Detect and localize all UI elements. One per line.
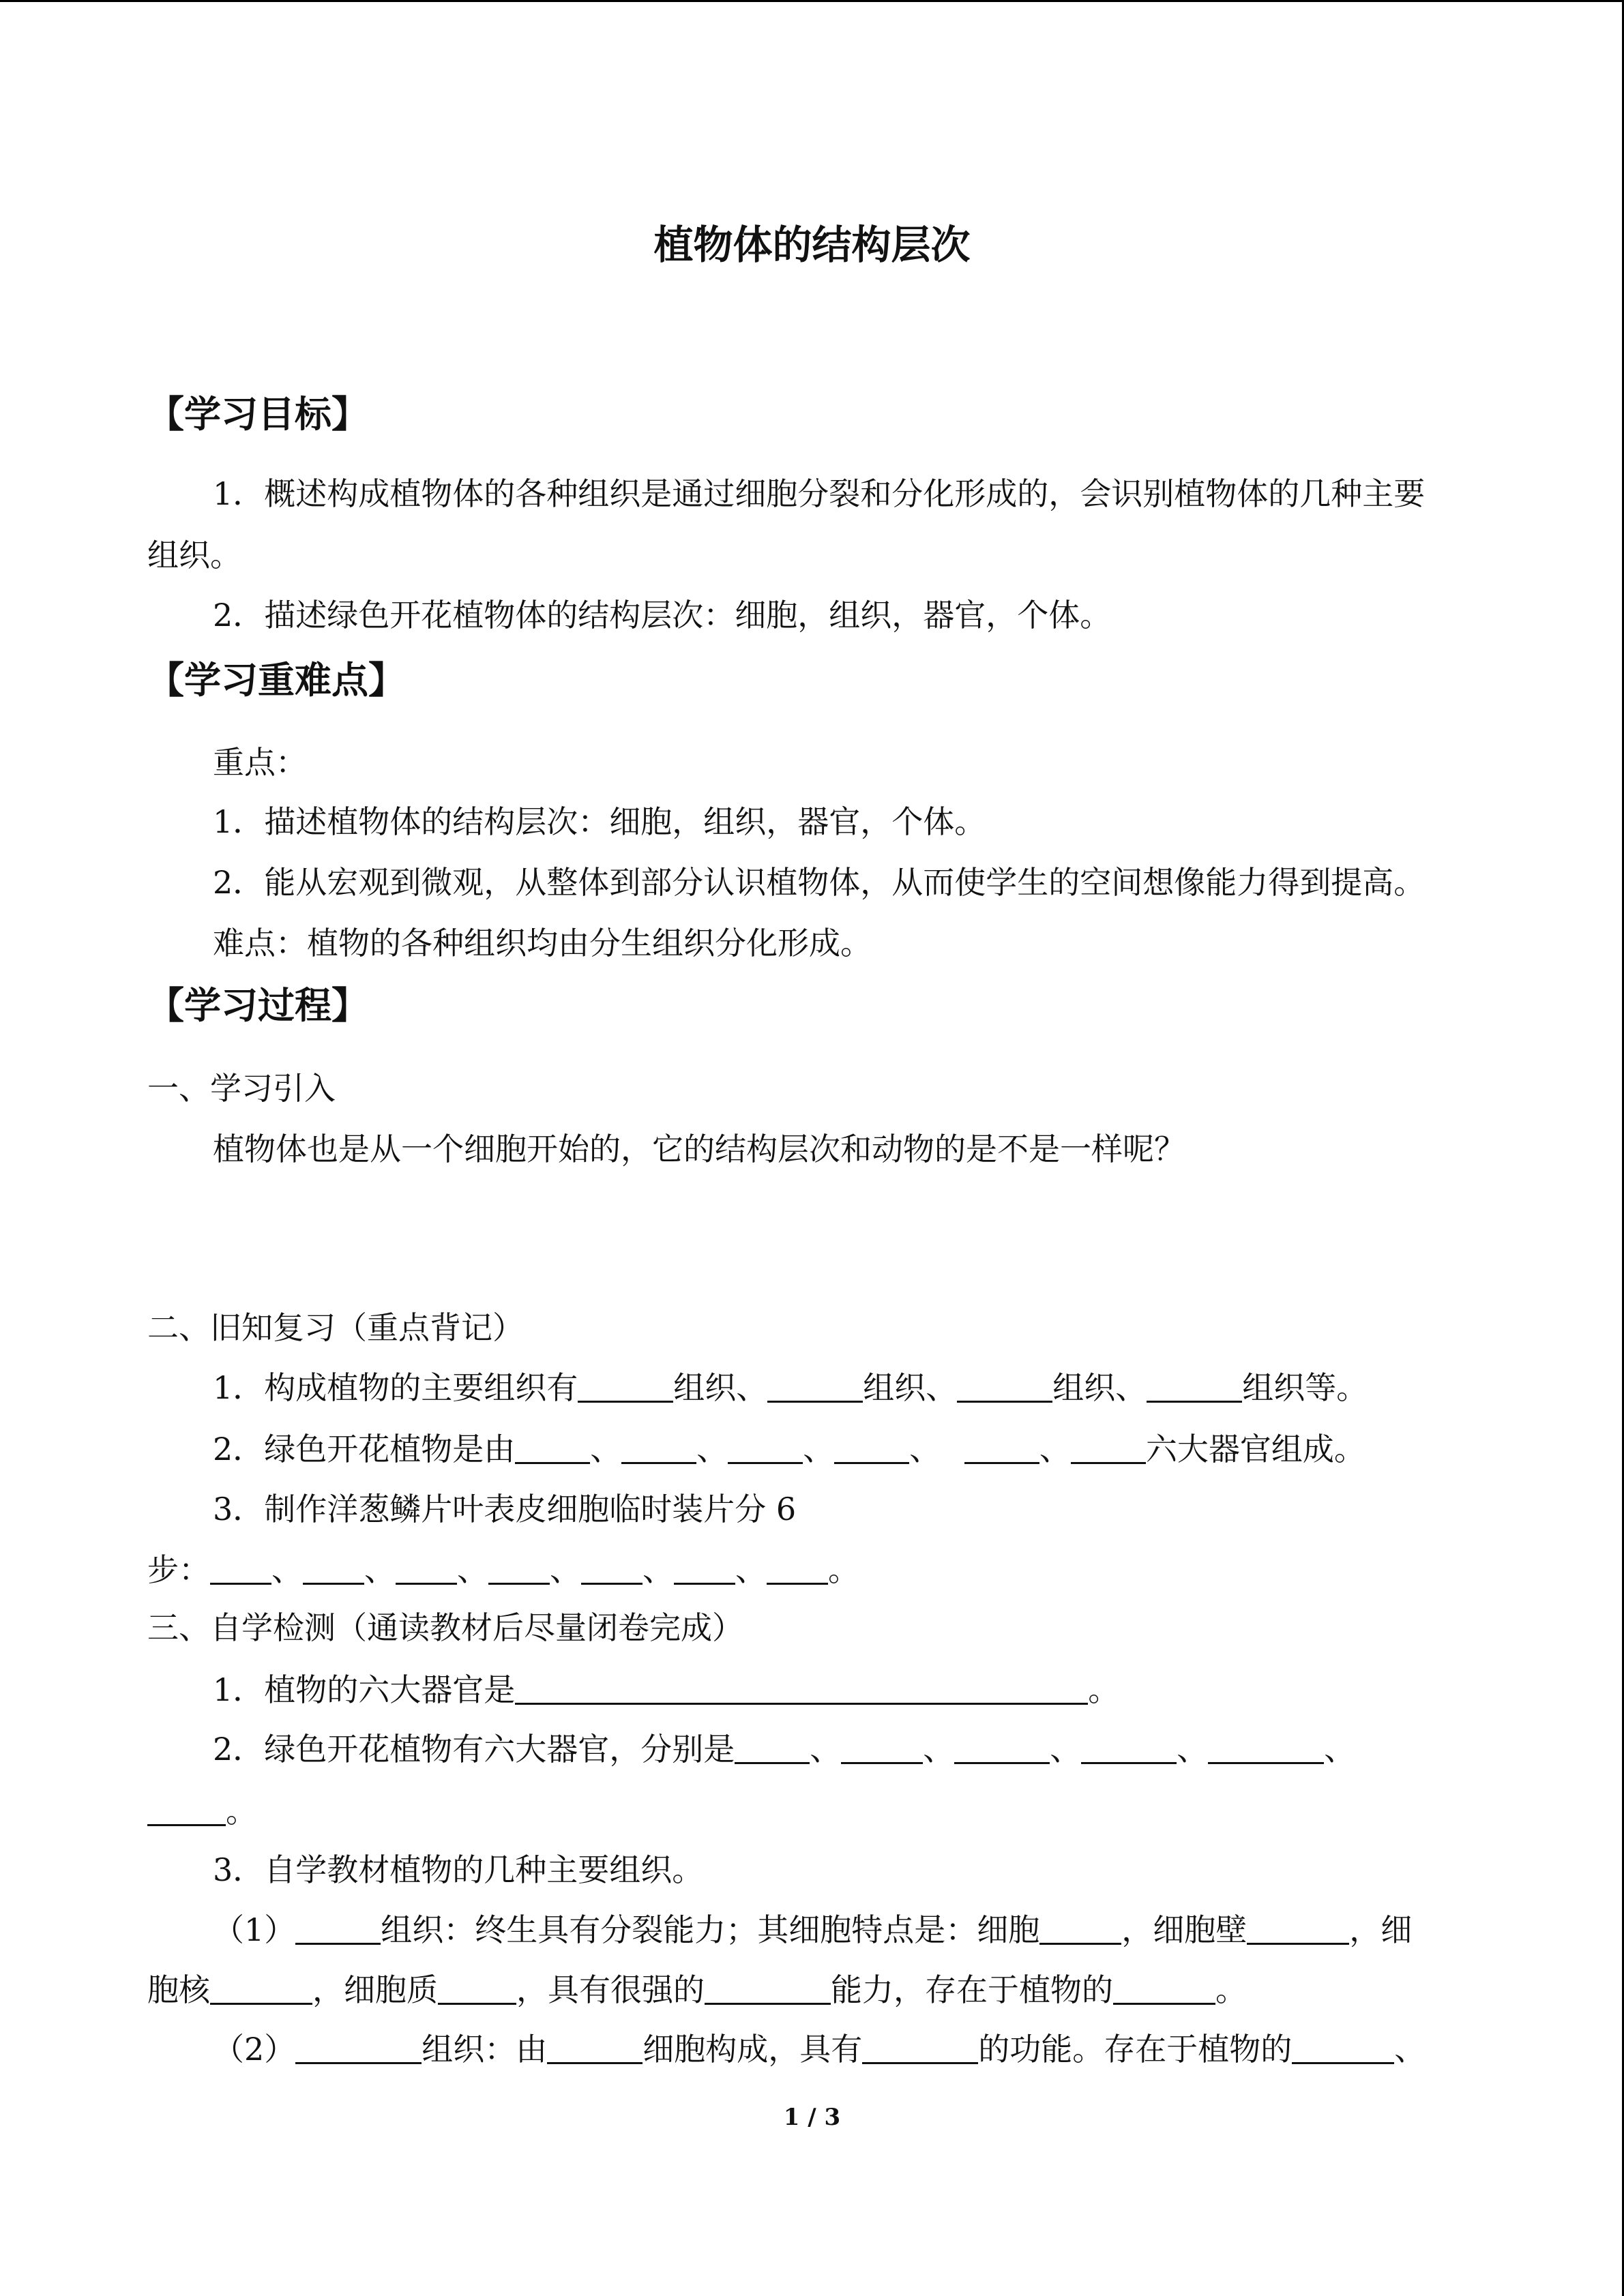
answer-blank[interactable] — [1071, 1431, 1146, 1464]
q2-sep: 、 — [909, 1431, 951, 1467]
q1-text: 组织、 — [673, 1369, 768, 1406]
answer-blank[interactable] — [1039, 1911, 1121, 1945]
answer-blank[interactable] — [957, 1369, 1052, 1403]
s2-sep: 、 — [1177, 1731, 1209, 1768]
q2-sep: 、 — [1039, 1431, 1071, 1467]
answer-blank[interactable] — [515, 1671, 1088, 1705]
self-test-3-1-cont — [147, 1969, 1247, 2010]
s3-1-text: ，细 — [1349, 1911, 1413, 1948]
q2-sep: 、 — [696, 1431, 728, 1467]
part1-text: 植物体也是从一个细胞开始的，它的结构层次和动物的是不是一样呢？ — [213, 1131, 1185, 1167]
answer-blank[interactable] — [1292, 2031, 1394, 2064]
review-question-2 — [213, 1429, 1365, 1470]
self-test-2 — [213, 1729, 1355, 1770]
s2-sep: 、 — [923, 1731, 955, 1768]
answer-blank[interactable] — [1081, 1731, 1177, 1764]
q3-sep: 、 — [643, 1551, 674, 1588]
answer-blank[interactable] — [578, 1369, 673, 1403]
answer-blank[interactable] — [964, 1431, 1039, 1464]
s3-2-text: 组织：由 — [422, 2031, 548, 2068]
part1-title: 一、学习引入 — [147, 1070, 336, 1107]
objective-item-1: 1．概述构成植物体的各种组织是通过细胞分裂和分化形成的，会识别植物体的几种主要 — [213, 475, 1426, 512]
review-question-3: 3．制作洋葱鳞片叶表皮细胞临时装片分 6 — [213, 1491, 797, 1527]
s3-2-label: （2） — [213, 2031, 296, 2068]
answer-blank[interactable] — [210, 1971, 312, 2005]
s3-1-text: 能力，存在于植物的 — [831, 1971, 1113, 2008]
answer-blank[interactable] — [488, 1551, 550, 1585]
q3-sep: 、 — [364, 1551, 396, 1588]
answer-blank[interactable] — [954, 1731, 1050, 1764]
answer-blank[interactable] — [767, 1551, 828, 1585]
answer-blank[interactable] — [1247, 1911, 1349, 1945]
q1-text: 组织、 — [1052, 1369, 1147, 1406]
s3-1-text: 胞核 — [147, 1971, 210, 2008]
q1-prefix: 1．构成植物的主要组织有 — [213, 1369, 578, 1406]
review-question-1 — [213, 1367, 1368, 1408]
answer-blank[interactable] — [210, 1551, 271, 1585]
answer-blank[interactable] — [147, 1793, 226, 1826]
s2-sep: 、 — [810, 1731, 842, 1768]
objective-item-1-cont: 组织。 — [147, 537, 241, 573]
q3-end: 。 — [828, 1551, 859, 1588]
page-border-top — [0, 0, 1624, 2]
s3-1-label: （1） — [213, 1911, 296, 1948]
answer-blank[interactable] — [547, 2031, 643, 2064]
s1-prefix: 1．植物的六大器官是 — [213, 1671, 516, 1708]
difficulty-text: 难点：植物的各种组织均由分生组织分化形成。 — [213, 925, 872, 961]
s2-sep: 、 — [1324, 1731, 1356, 1768]
s3-1-text: ，具有很强的 — [516, 1971, 705, 2008]
s3-1-text: 。 — [1215, 1971, 1247, 2008]
key-point-label: 重点： — [213, 744, 307, 781]
answer-blank[interactable] — [674, 1551, 735, 1585]
heading-objectives: 【学习目标】 — [147, 393, 368, 436]
review-question-3-steps — [147, 1549, 859, 1590]
self-test-2-cont — [147, 1791, 257, 1832]
key-point-item-1: 1．描述植物体的结构层次：细胞，组织，器官，个体。 — [213, 803, 986, 840]
answer-blank[interactable] — [834, 1431, 909, 1464]
s3-2-text: 、 — [1394, 2031, 1426, 2068]
self-test-1 — [213, 1669, 1119, 1710]
key-point-item-2: 2．能从宏观到微观，从整体到部分认识植物体，从而使学生的空间想像能力得到提高。 — [213, 864, 1426, 901]
answer-blank[interactable] — [862, 2031, 978, 2064]
heading-key-points: 【学习重难点】 — [147, 659, 405, 702]
answer-blank[interactable] — [841, 1731, 923, 1764]
s3-2-text: 的功能。存在于植物的 — [978, 2031, 1293, 2068]
answer-blank[interactable] — [438, 1971, 516, 2005]
q3-sep: 、 — [735, 1551, 767, 1588]
s3-2-text: 细胞构成，具有 — [643, 2031, 863, 2068]
part3-title: 三、自学检测（通读教材后尽量闭卷完成） — [147, 1609, 743, 1646]
answer-blank[interactable] — [515, 1431, 590, 1464]
q2-sep: 、 — [590, 1431, 622, 1467]
q3-sep: 、 — [271, 1551, 303, 1588]
answer-blank[interactable] — [1147, 1369, 1242, 1403]
s1-end: 。 — [1088, 1671, 1120, 1708]
answer-blank[interactable] — [295, 1911, 381, 1945]
answer-blank[interactable] — [767, 1369, 863, 1403]
part2-title: 二、旧知复习（重点背记） — [147, 1309, 524, 1346]
q3-sep: 、 — [457, 1551, 488, 1588]
s3-1-text: 组织：终生具有分裂能力；其细胞特点是：细胞 — [381, 1911, 1040, 1948]
q3-sep: 、 — [550, 1551, 581, 1588]
self-test-3-2 — [213, 2029, 1426, 2070]
answer-blank[interactable] — [396, 1551, 457, 1585]
answer-blank[interactable] — [728, 1431, 803, 1464]
s2-end: 。 — [226, 1793, 257, 1830]
s2-sep: 、 — [1050, 1731, 1082, 1768]
q2-suffix: 六大器官组成。 — [1145, 1431, 1365, 1467]
answer-blank[interactable] — [295, 2031, 422, 2064]
page-number: 1 / 3 — [783, 2104, 841, 2131]
s3-1-text: ，细胞壁 — [1121, 1911, 1247, 1948]
answer-blank[interactable] — [581, 1551, 643, 1585]
answer-blank[interactable] — [1113, 1971, 1215, 2005]
s2-prefix: 2．绿色开花植物有六大器官，分别是 — [213, 1731, 735, 1768]
q3-prefix: 步： — [147, 1551, 210, 1588]
document-title: 植物体的结构层次 — [653, 222, 971, 268]
objective-item-2: 2．描述绿色开花植物体的结构层次：细胞，组织，器官，个体。 — [213, 597, 1112, 633]
self-test-3: 3．自学教材植物的几种主要组织。 — [213, 1851, 704, 1888]
self-test-3-1 — [213, 1909, 1412, 1950]
q1-text: 组织、 — [863, 1369, 958, 1406]
answer-blank[interactable] — [303, 1551, 364, 1585]
q2-prefix: 2．绿色开花植物是由 — [213, 1431, 516, 1467]
heading-process: 【学习过程】 — [147, 984, 368, 1027]
answer-blank[interactable] — [735, 1731, 810, 1764]
answer-blank[interactable] — [1208, 1731, 1324, 1764]
s3-1-text: ，细胞质 — [312, 1971, 438, 2008]
answer-blank[interactable] — [621, 1431, 696, 1464]
q2-sep: 、 — [803, 1431, 835, 1467]
answer-blank[interactable] — [705, 1971, 831, 2005]
q1-text: 组织等。 — [1242, 1369, 1368, 1406]
